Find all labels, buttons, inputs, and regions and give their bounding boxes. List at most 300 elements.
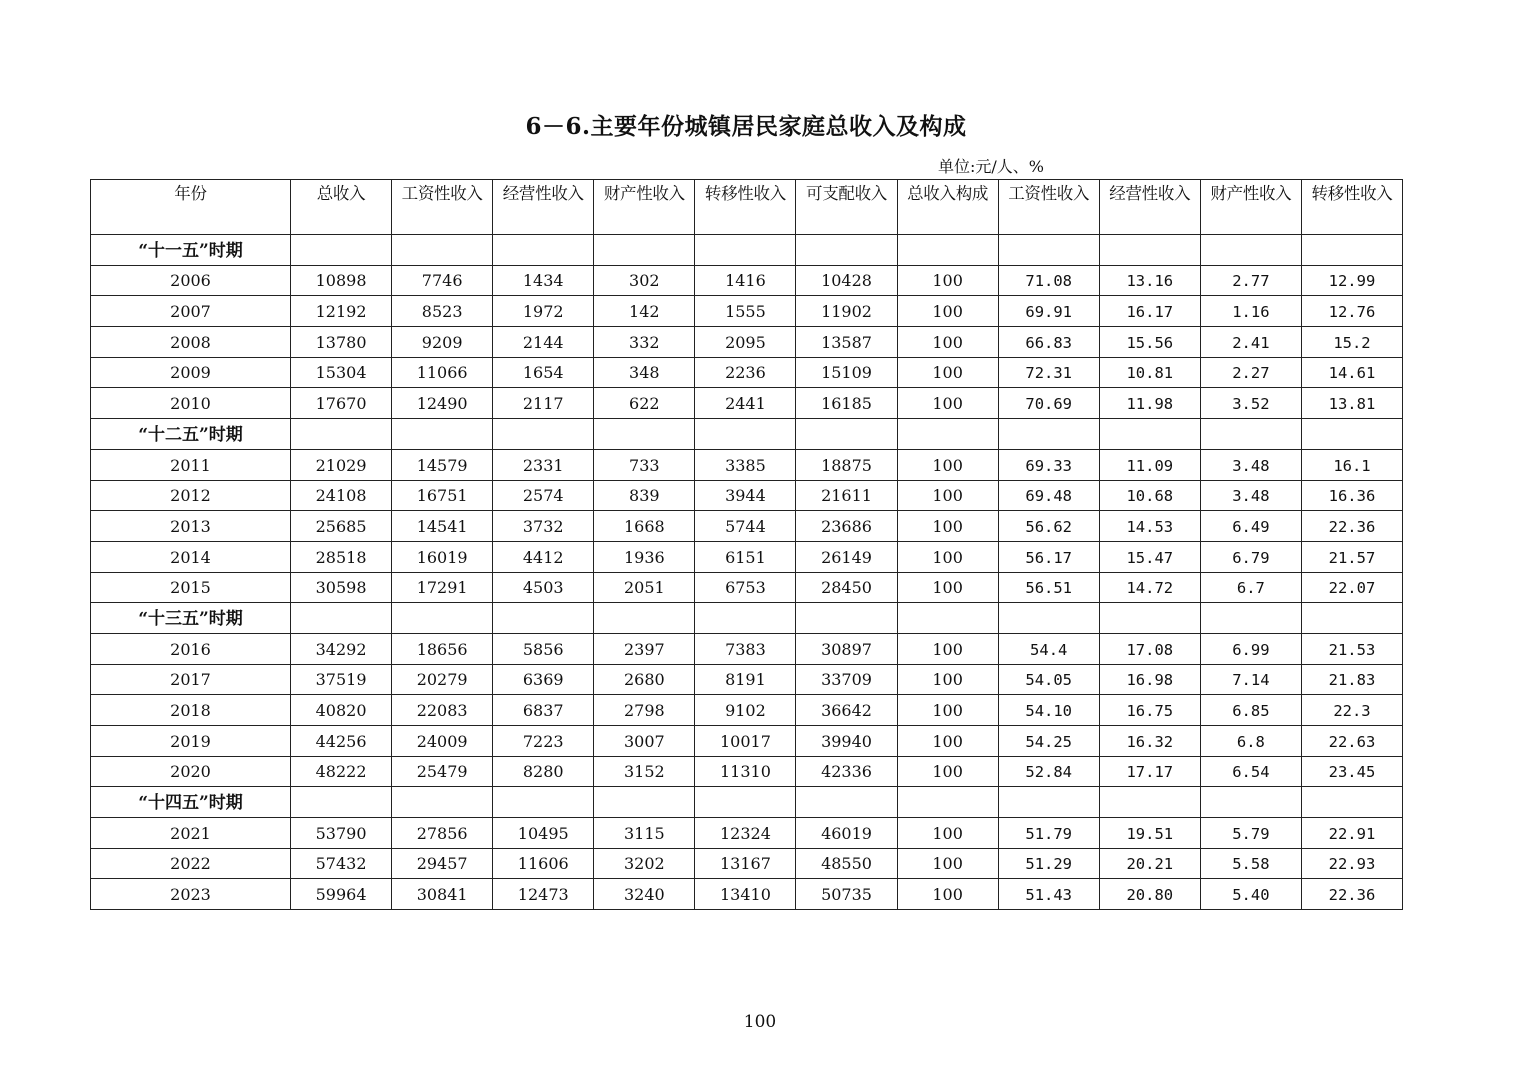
- value-cell: 8191: [695, 664, 796, 695]
- value-cell: 46019: [796, 818, 897, 849]
- value-cell: 4503: [493, 572, 594, 603]
- empty-cell: [998, 603, 1099, 634]
- value-cell: 15109: [796, 357, 897, 388]
- value-cell: 7383: [695, 633, 796, 664]
- value-cell: 14579: [392, 449, 493, 480]
- empty-cell: [998, 235, 1099, 266]
- header-cell: 总收入构成: [897, 180, 998, 235]
- empty-cell: [1200, 235, 1301, 266]
- empty-cell: [392, 787, 493, 818]
- header-cell: 总收入: [291, 180, 392, 235]
- value-cell: 100: [897, 296, 998, 327]
- value-cell: 2117: [493, 388, 594, 419]
- value-cell: 56.51: [998, 572, 1099, 603]
- value-cell: 100: [897, 480, 998, 511]
- page-number: 100: [743, 1012, 777, 1032]
- empty-cell: [897, 787, 998, 818]
- table-row: [91, 541, 1403, 572]
- value-cell: 3.48: [1200, 480, 1301, 511]
- empty-cell: [897, 603, 998, 634]
- value-cell: 52.84: [998, 756, 1099, 787]
- value-cell: 6.85: [1200, 695, 1301, 726]
- value-cell: 33709: [796, 664, 897, 695]
- value-cell: 22.36: [1301, 511, 1402, 542]
- empty-cell: [594, 787, 695, 818]
- value-cell: 51.29: [998, 848, 1099, 879]
- value-cell: 2236: [695, 357, 796, 388]
- value-cell: 14541: [392, 511, 493, 542]
- value-cell: 51.43: [998, 879, 1099, 910]
- value-cell: 28518: [291, 541, 392, 572]
- value-cell: 13780: [291, 327, 392, 358]
- value-cell: 44256: [291, 726, 392, 757]
- value-cell: 56.62: [998, 511, 1099, 542]
- header-cell: 年份: [91, 180, 291, 235]
- value-cell: 17670: [291, 388, 392, 419]
- value-cell: 1668: [594, 511, 695, 542]
- value-cell: 12.76: [1301, 296, 1402, 327]
- table-row: [91, 664, 1403, 695]
- value-cell: 3732: [493, 511, 594, 542]
- value-cell: 2144: [493, 327, 594, 358]
- value-cell: 2.41: [1200, 327, 1301, 358]
- value-cell: 3.52: [1200, 388, 1301, 419]
- value-cell: 100: [897, 879, 998, 910]
- empty-cell: [594, 235, 695, 266]
- value-cell: 22.3: [1301, 695, 1402, 726]
- table-row: [91, 265, 1403, 296]
- page-title: 6－6.主要年份城镇居民家庭总收入及构成: [525, 113, 967, 140]
- value-cell: 11606: [493, 848, 594, 879]
- value-cell: 5.79: [1200, 818, 1301, 849]
- empty-cell: [1301, 235, 1402, 266]
- empty-cell: [796, 235, 897, 266]
- header-cell: 工资性收入: [998, 180, 1099, 235]
- table-row: [91, 572, 1403, 603]
- value-cell: 20279: [392, 664, 493, 695]
- empty-cell: [695, 787, 796, 818]
- year-cell: 2015: [91, 572, 291, 603]
- value-cell: 12473: [493, 879, 594, 910]
- value-cell: 13.16: [1099, 265, 1200, 296]
- header-cell: 财产性收入: [1200, 180, 1301, 235]
- period-row: [91, 603, 1403, 634]
- year-cell: 2009: [91, 357, 291, 388]
- year-cell: 2018: [91, 695, 291, 726]
- value-cell: 25685: [291, 511, 392, 542]
- value-cell: 1936: [594, 541, 695, 572]
- value-cell: 6369: [493, 664, 594, 695]
- value-cell: 72.31: [998, 357, 1099, 388]
- income-table: [90, 179, 1403, 910]
- year-cell: 2020: [91, 756, 291, 787]
- value-cell: 16019: [392, 541, 493, 572]
- value-cell: 22083: [392, 695, 493, 726]
- value-cell: 1416: [695, 265, 796, 296]
- empty-cell: [594, 419, 695, 450]
- value-cell: 54.4: [998, 633, 1099, 664]
- year-cell: 2013: [91, 511, 291, 542]
- empty-cell: [493, 235, 594, 266]
- value-cell: 12490: [392, 388, 493, 419]
- value-cell: 42336: [796, 756, 897, 787]
- empty-cell: [291, 419, 392, 450]
- value-cell: 54.25: [998, 726, 1099, 757]
- value-cell: 14.72: [1099, 572, 1200, 603]
- value-cell: 2441: [695, 388, 796, 419]
- value-cell: 17.08: [1099, 633, 1200, 664]
- empty-cell: [1099, 787, 1200, 818]
- value-cell: 100: [897, 449, 998, 480]
- value-cell: 9102: [695, 695, 796, 726]
- table-row: [91, 388, 1403, 419]
- value-cell: 16751: [392, 480, 493, 511]
- value-cell: 21029: [291, 449, 392, 480]
- header-cell: 经营性收入: [1099, 180, 1200, 235]
- value-cell: 13587: [796, 327, 897, 358]
- value-cell: 15.47: [1099, 541, 1200, 572]
- year-cell: 2019: [91, 726, 291, 757]
- period-row: [91, 419, 1403, 450]
- value-cell: 3202: [594, 848, 695, 879]
- value-cell: 57432: [291, 848, 392, 879]
- value-cell: 21611: [796, 480, 897, 511]
- value-cell: 12324: [695, 818, 796, 849]
- value-cell: 3385: [695, 449, 796, 480]
- value-cell: 100: [897, 265, 998, 296]
- value-cell: 36642: [796, 695, 897, 726]
- value-cell: 16.75: [1099, 695, 1200, 726]
- header-cell: 转移性收入: [1301, 180, 1402, 235]
- value-cell: 30897: [796, 633, 897, 664]
- value-cell: 69.91: [998, 296, 1099, 327]
- value-cell: 71.08: [998, 265, 1099, 296]
- value-cell: 7223: [493, 726, 594, 757]
- empty-cell: [392, 603, 493, 634]
- value-cell: 23686: [796, 511, 897, 542]
- value-cell: 26149: [796, 541, 897, 572]
- value-cell: 39940: [796, 726, 897, 757]
- value-cell: 21.53: [1301, 633, 1402, 664]
- header-cell: 经营性收入: [493, 180, 594, 235]
- table-row: [91, 879, 1403, 910]
- value-cell: 22.63: [1301, 726, 1402, 757]
- value-cell: 22.91: [1301, 818, 1402, 849]
- empty-cell: [392, 419, 493, 450]
- empty-cell: [1099, 419, 1200, 450]
- table-row: [91, 511, 1403, 542]
- header-cell: 财产性收入: [594, 180, 695, 235]
- value-cell: 11.09: [1099, 449, 1200, 480]
- value-cell: 100: [897, 572, 998, 603]
- value-cell: 28450: [796, 572, 897, 603]
- empty-cell: [998, 419, 1099, 450]
- value-cell: 21.57: [1301, 541, 1402, 572]
- year-cell: 2023: [91, 879, 291, 910]
- value-cell: 100: [897, 357, 998, 388]
- empty-cell: [897, 419, 998, 450]
- value-cell: 2680: [594, 664, 695, 695]
- value-cell: 66.83: [998, 327, 1099, 358]
- value-cell: 622: [594, 388, 695, 419]
- table-body: [91, 180, 1403, 910]
- value-cell: 11.98: [1099, 388, 1200, 419]
- year-cell: 2011: [91, 449, 291, 480]
- value-cell: 3152: [594, 756, 695, 787]
- value-cell: 8523: [392, 296, 493, 327]
- table-row: [91, 633, 1403, 664]
- year-cell: 2007: [91, 296, 291, 327]
- value-cell: 15.2: [1301, 327, 1402, 358]
- table-row: [91, 449, 1403, 480]
- value-cell: 29457: [392, 848, 493, 879]
- value-cell: 48222: [291, 756, 392, 787]
- value-cell: 10428: [796, 265, 897, 296]
- value-cell: 40820: [291, 695, 392, 726]
- value-cell: 16.32: [1099, 726, 1200, 757]
- value-cell: 22.07: [1301, 572, 1402, 603]
- table-row: [91, 695, 1403, 726]
- value-cell: 11310: [695, 756, 796, 787]
- empty-cell: [291, 603, 392, 634]
- empty-cell: [695, 235, 796, 266]
- period-label: “十四五”时期: [91, 787, 291, 818]
- value-cell: 70.69: [998, 388, 1099, 419]
- table-row: [91, 357, 1403, 388]
- value-cell: 100: [897, 541, 998, 572]
- value-cell: 10898: [291, 265, 392, 296]
- empty-cell: [493, 419, 594, 450]
- empty-cell: [493, 787, 594, 818]
- table-row: [91, 296, 1403, 327]
- value-cell: 302: [594, 265, 695, 296]
- value-cell: 142: [594, 296, 695, 327]
- value-cell: 54.10: [998, 695, 1099, 726]
- value-cell: 3944: [695, 480, 796, 511]
- value-cell: 69.33: [998, 449, 1099, 480]
- empty-cell: [1099, 235, 1200, 266]
- value-cell: 17.17: [1099, 756, 1200, 787]
- value-cell: 6.99: [1200, 633, 1301, 664]
- value-cell: 100: [897, 664, 998, 695]
- value-cell: 22.93: [1301, 848, 1402, 879]
- empty-cell: [1200, 787, 1301, 818]
- value-cell: 11066: [392, 357, 493, 388]
- value-cell: 17291: [392, 572, 493, 603]
- value-cell: 6.8: [1200, 726, 1301, 757]
- value-cell: 9209: [392, 327, 493, 358]
- value-cell: 2798: [594, 695, 695, 726]
- empty-cell: [594, 603, 695, 634]
- value-cell: 100: [897, 695, 998, 726]
- year-cell: 2008: [91, 327, 291, 358]
- value-cell: 4412: [493, 541, 594, 572]
- header-row: [91, 180, 1403, 235]
- value-cell: 6.49: [1200, 511, 1301, 542]
- empty-cell: [1200, 603, 1301, 634]
- value-cell: 15304: [291, 357, 392, 388]
- value-cell: 8280: [493, 756, 594, 787]
- header-cell: 工资性收入: [392, 180, 493, 235]
- value-cell: 22.36: [1301, 879, 1402, 910]
- value-cell: 6151: [695, 541, 796, 572]
- value-cell: 56.17: [998, 541, 1099, 572]
- value-cell: 6753: [695, 572, 796, 603]
- value-cell: 7746: [392, 265, 493, 296]
- value-cell: 20.80: [1099, 879, 1200, 910]
- value-cell: 14.53: [1099, 511, 1200, 542]
- value-cell: 15.56: [1099, 327, 1200, 358]
- value-cell: 13167: [695, 848, 796, 879]
- empty-cell: [1301, 419, 1402, 450]
- value-cell: 100: [897, 511, 998, 542]
- value-cell: 839: [594, 480, 695, 511]
- value-cell: 54.05: [998, 664, 1099, 695]
- value-cell: 51.79: [998, 818, 1099, 849]
- value-cell: 24009: [392, 726, 493, 757]
- empty-cell: [1200, 419, 1301, 450]
- value-cell: 53790: [291, 818, 392, 849]
- value-cell: 3007: [594, 726, 695, 757]
- period-row: [91, 235, 1403, 266]
- value-cell: 100: [897, 756, 998, 787]
- value-cell: 48550: [796, 848, 897, 879]
- value-cell: 2051: [594, 572, 695, 603]
- empty-cell: [796, 787, 897, 818]
- value-cell: 16.1: [1301, 449, 1402, 480]
- value-cell: 6837: [493, 695, 594, 726]
- value-cell: 18656: [392, 633, 493, 664]
- value-cell: 30598: [291, 572, 392, 603]
- empty-cell: [695, 603, 796, 634]
- value-cell: 18875: [796, 449, 897, 480]
- table-row: [91, 756, 1403, 787]
- value-cell: 2331: [493, 449, 594, 480]
- value-cell: 3.48: [1200, 449, 1301, 480]
- table-row: [91, 818, 1403, 849]
- value-cell: 16.36: [1301, 480, 1402, 511]
- value-cell: 37519: [291, 664, 392, 695]
- value-cell: 10.81: [1099, 357, 1200, 388]
- header-cell: 转移性收入: [695, 180, 796, 235]
- value-cell: 1.16: [1200, 296, 1301, 327]
- value-cell: 2.77: [1200, 265, 1301, 296]
- value-cell: 2095: [695, 327, 796, 358]
- table-row: [91, 726, 1403, 757]
- value-cell: 100: [897, 327, 998, 358]
- value-cell: 19.51: [1099, 818, 1200, 849]
- value-cell: 348: [594, 357, 695, 388]
- value-cell: 100: [897, 388, 998, 419]
- value-cell: 733: [594, 449, 695, 480]
- unit-note: 单位:元/人、%: [938, 157, 1044, 176]
- value-cell: 7.14: [1200, 664, 1301, 695]
- empty-cell: [493, 603, 594, 634]
- empty-cell: [1099, 603, 1200, 634]
- value-cell: 5.40: [1200, 879, 1301, 910]
- empty-cell: [392, 235, 493, 266]
- value-cell: 16.98: [1099, 664, 1200, 695]
- value-cell: 24108: [291, 480, 392, 511]
- period-label: “十二五”时期: [91, 419, 291, 450]
- header-cell: 可支配收入: [796, 180, 897, 235]
- value-cell: 6.54: [1200, 756, 1301, 787]
- value-cell: 6.7: [1200, 572, 1301, 603]
- empty-cell: [897, 235, 998, 266]
- value-cell: 20.21: [1099, 848, 1200, 879]
- value-cell: 332: [594, 327, 695, 358]
- value-cell: 2574: [493, 480, 594, 511]
- year-cell: 2016: [91, 633, 291, 664]
- year-cell: 2012: [91, 480, 291, 511]
- value-cell: 10017: [695, 726, 796, 757]
- value-cell: 16.17: [1099, 296, 1200, 327]
- value-cell: 13.81: [1301, 388, 1402, 419]
- value-cell: 6.79: [1200, 541, 1301, 572]
- period-label: “十一五”时期: [91, 235, 291, 266]
- value-cell: 69.48: [998, 480, 1099, 511]
- empty-cell: [1301, 787, 1402, 818]
- value-cell: 5744: [695, 511, 796, 542]
- year-cell: 2010: [91, 388, 291, 419]
- empty-cell: [291, 235, 392, 266]
- value-cell: 23.45: [1301, 756, 1402, 787]
- table-row: [91, 848, 1403, 879]
- empty-cell: [695, 419, 796, 450]
- table-row: [91, 327, 1403, 358]
- empty-cell: [291, 787, 392, 818]
- value-cell: 50735: [796, 879, 897, 910]
- year-cell: 2014: [91, 541, 291, 572]
- value-cell: 2397: [594, 633, 695, 664]
- value-cell: 16185: [796, 388, 897, 419]
- value-cell: 1972: [493, 296, 594, 327]
- value-cell: 30841: [392, 879, 493, 910]
- value-cell: 3240: [594, 879, 695, 910]
- value-cell: 3115: [594, 818, 695, 849]
- value-cell: 100: [897, 726, 998, 757]
- value-cell: 13410: [695, 879, 796, 910]
- value-cell: 10495: [493, 818, 594, 849]
- empty-cell: [1301, 603, 1402, 634]
- empty-cell: [796, 603, 897, 634]
- empty-cell: [796, 419, 897, 450]
- year-cell: 2022: [91, 848, 291, 879]
- value-cell: 25479: [392, 756, 493, 787]
- value-cell: 100: [897, 633, 998, 664]
- period-label: “十三五”时期: [91, 603, 291, 634]
- value-cell: 1434: [493, 265, 594, 296]
- value-cell: 100: [897, 818, 998, 849]
- value-cell: 14.61: [1301, 357, 1402, 388]
- empty-cell: [998, 787, 1099, 818]
- period-row: [91, 787, 1403, 818]
- value-cell: 59964: [291, 879, 392, 910]
- value-cell: 11902: [796, 296, 897, 327]
- value-cell: 21.83: [1301, 664, 1402, 695]
- value-cell: 1654: [493, 357, 594, 388]
- value-cell: 27856: [392, 818, 493, 849]
- value-cell: 5.58: [1200, 848, 1301, 879]
- value-cell: 34292: [291, 633, 392, 664]
- value-cell: 12.99: [1301, 265, 1402, 296]
- year-cell: 2006: [91, 265, 291, 296]
- year-cell: 2021: [91, 818, 291, 849]
- value-cell: 100: [897, 848, 998, 879]
- year-cell: 2017: [91, 664, 291, 695]
- table-row: [91, 480, 1403, 511]
- value-cell: 1555: [695, 296, 796, 327]
